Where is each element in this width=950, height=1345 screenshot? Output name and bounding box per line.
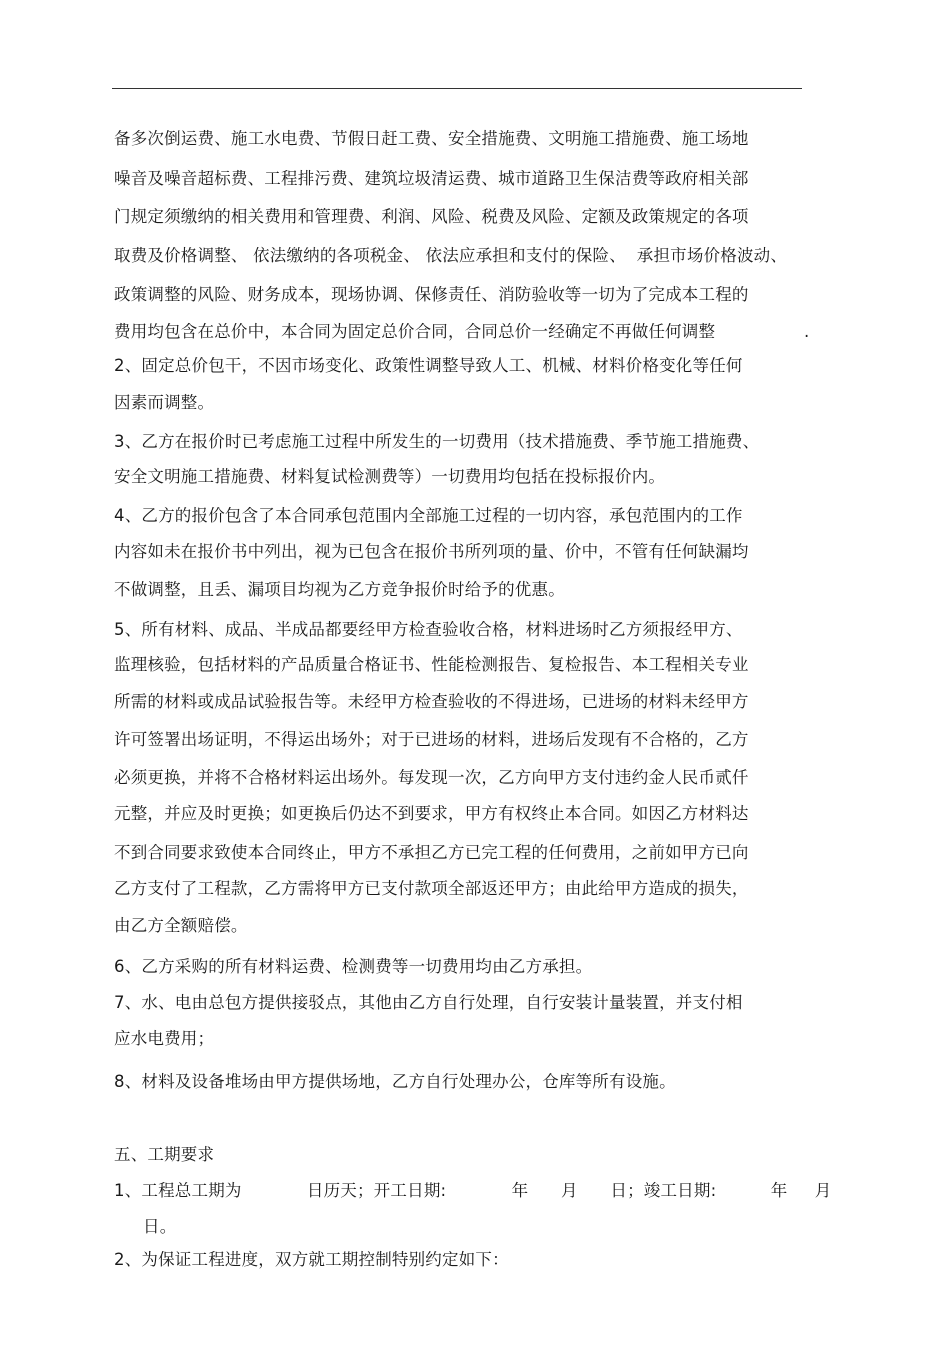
header-rule [112, 88, 802, 89]
text-line: 由乙方全额赔偿。 [114, 916, 248, 935]
text-line: 4、乙方的报价包含了本合同承包范围内全部施工过程的一切内容，承包范围内的工作 [114, 506, 743, 525]
text-line: 许可签署出场证明，不得运出场外；对于已进场的材料，进场后发现有不合格的，乙方 [114, 730, 749, 749]
text-line: 元整，并应及时更换；如更换后仍达不到要求，甲方有权终止本合同。如因乙方材料达 [114, 804, 749, 823]
text-line: 不到合同要求致使本合同终止，甲方不承担乙方已完工程的任何费用，之前如甲方已向 [114, 843, 749, 862]
text-line: 7、水、电由总包方提供接驳点，其他由乙方自行处理，自行安装计量装置，并支付相 [114, 993, 743, 1012]
section-heading: 五、工期要求 [114, 1145, 215, 1164]
text-line: 因素而调整。 [114, 393, 215, 412]
text-line: 所需的材料或成品试验报告等。未经甲方检查验收的不得进场，已进场的材料未经甲方 [114, 692, 749, 711]
text-line: 安全文明施工措施费、材料复试检测费等）一切费用均包括在投标报价内。 [114, 467, 666, 486]
text-line: 日。 [143, 1217, 177, 1236]
text-line: 乙方支付了工程款，乙方需将甲方已支付款项全部返还甲方；由此给甲方造成的损失， [114, 879, 749, 898]
text-line: 1、工程总工期为 日历天；开工日期: 年 月 日；竣工日期: 年 月 [114, 1181, 832, 1200]
text-line: 8、材料及设备堆场由甲方提供场地，乙方自行处理办公，仓库等所有设施。 [114, 1072, 676, 1091]
text-line: 5、所有材料、成品、半成品都要经甲方检查验收合格，材料进场时乙方须报经甲方、 [114, 620, 743, 639]
text-line: 门规定须缴纳的相关费用和管理费、利润、风险、税费及风险、定额及政策规定的各项 [114, 207, 749, 226]
text-line: 不做调整，且丢、漏项目均视为乙方竞争报价时给予的优惠。 [114, 580, 565, 599]
text-line: 政策调整的风险、财务成本，现场协调、保修责任、消防验收等一切为了完成本工程的 [114, 285, 749, 304]
text-line: 2、为保证工程进度，双方就工期控制特别约定如下： [114, 1250, 509, 1269]
text-line: 噪音及噪音超标费、工程排污费、建筑垃圾清运费、城市道路卫生保洁费等政府相关部 [114, 169, 749, 188]
trailing-period: . [804, 322, 810, 341]
text-line: 监理核验，包括材料的产品质量合格证书、性能检测报告、复检报告、本工程相关专业 [114, 655, 749, 674]
text-line: 备多次倒运费、施工水电费、节假日赶工费、安全措施费、文明施工措施费、施工场地 [114, 129, 749, 148]
text-line: 6、乙方采购的所有材料运费、检测费等一切费用均由乙方承担。 [114, 957, 593, 976]
text-line: 2、固定总价包干，不因市场变化、政策性调整导致人工、机械、材料价格变化等任何 [114, 356, 743, 375]
text-line: 3、乙方在报价时已考虑施工过程中所发生的一切费用（技术措施费、季节施工措施费、 [114, 432, 760, 451]
text-line: 取费及价格调整、 依法缴纳的各项税金、 依法应承担和支付的保险、 承担市场价格波动、 [114, 246, 788, 265]
text-line: 应水电费用； [114, 1029, 215, 1048]
text-line: 费用均包含在总价中，本合同为固定总价合同，合同总价一经确定不再做任何调整 [114, 322, 716, 341]
text-line: 内容如未在报价书中列出，视为已包含在报价书所列项的量、价中，不管有任何缺漏均 [114, 542, 749, 561]
text-line: 必须更换，并将不合格材料运出场外。每发现一次，乙方向甲方支付违约金人民币贰仟 [114, 768, 749, 787]
